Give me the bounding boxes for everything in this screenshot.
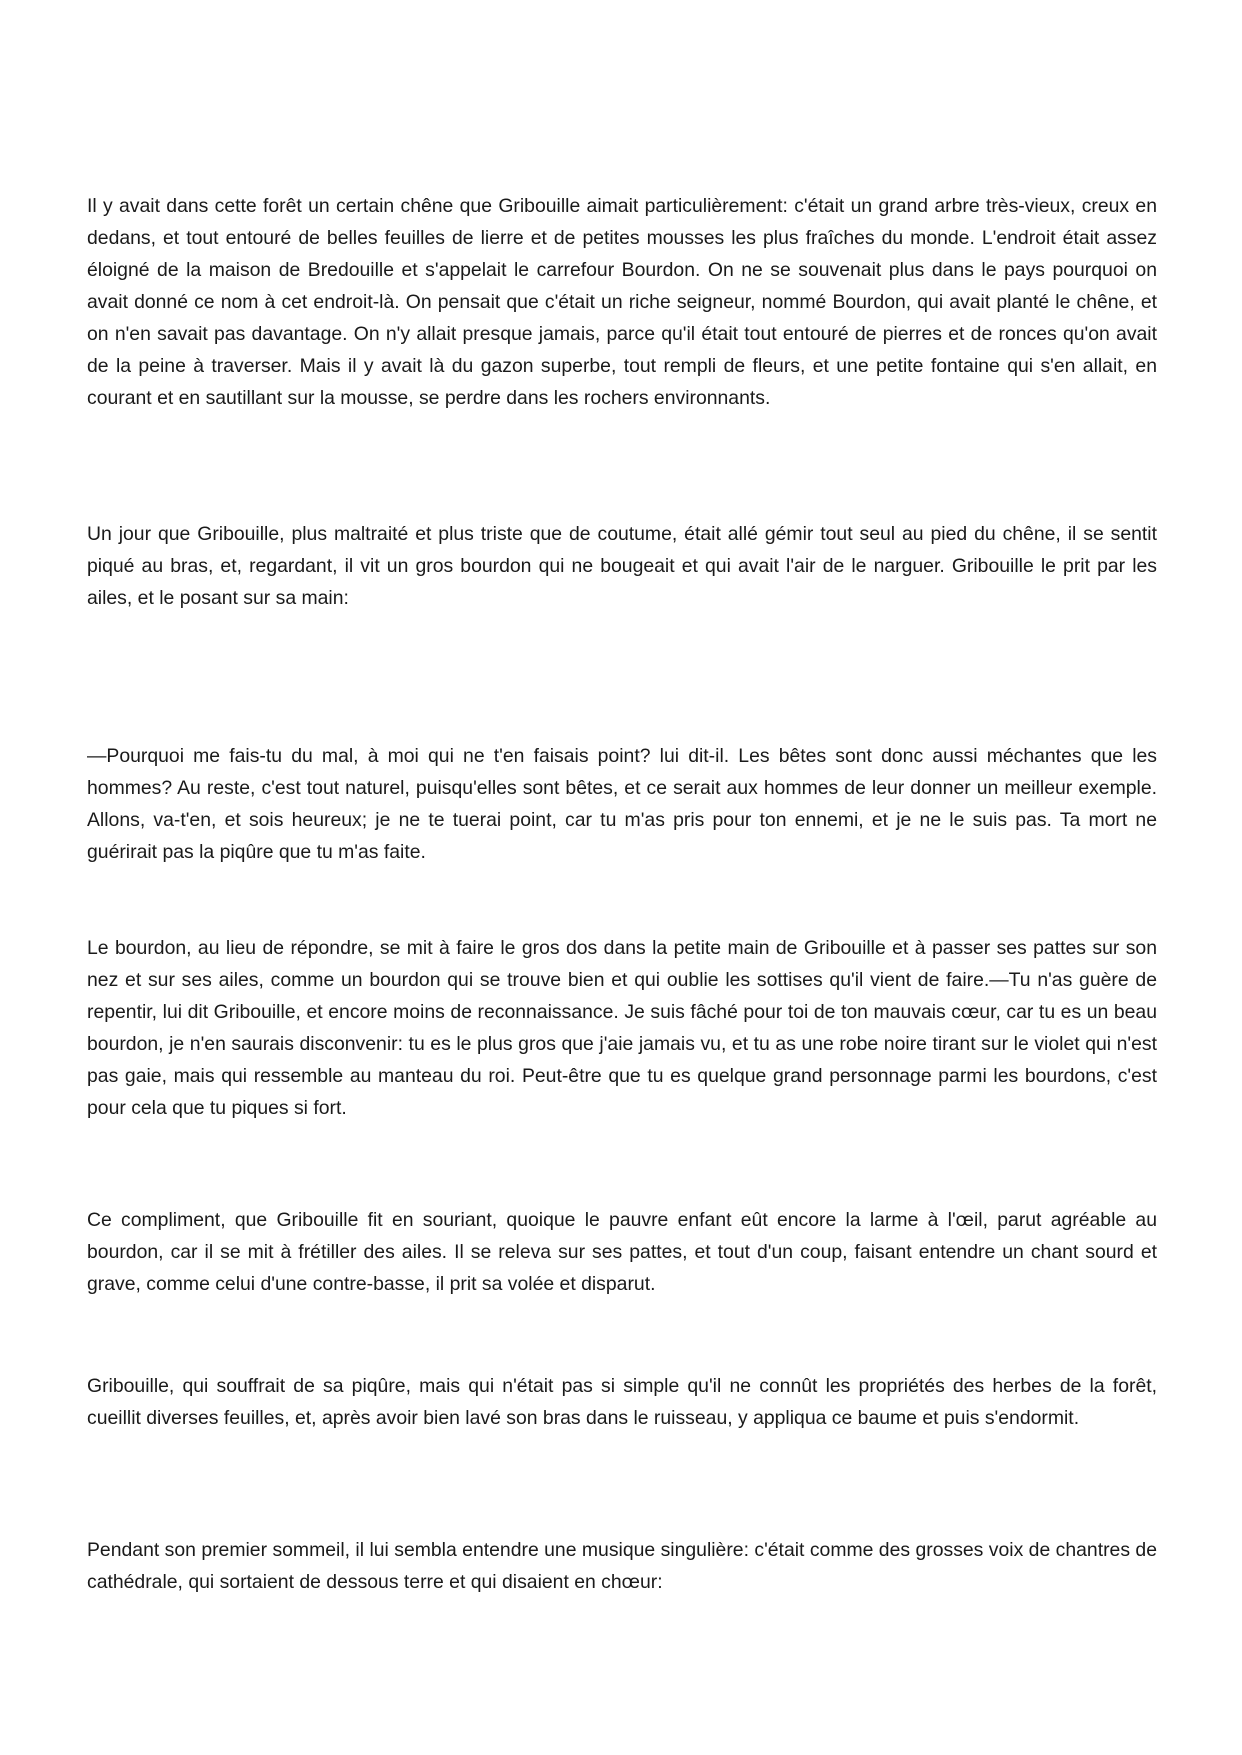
paragraph-bumblebee-sting: Un jour que Gribouille, plus maltraité et plus triste que de coutume, était allé gémir tout seul au pied du chêne, il se sentit piqué au bras, et, regardant, il vit un gros bourdon qui ne bougeait et qui avait l'air de le narguer. Gribouille le prit par les ailes, et le posant sur sa main: — [87, 523, 1157, 609]
paragraph-compliment: Ce compliment, que Gribouille fit en souriant, quoique le pauvre enfant eût encore la larme à l'œil, parut agréable au bourdon, car il se mit à frétiller des ailes. Il se releva sur ses pattes, et tout d'un coup, faisant entendre un chant sourd et grave, comme celui d'une contre-basse, il prit sa volée et disparut. — [87, 1209, 1157, 1295]
paragraph-singular-music: Pendant son premier sommeil, il lui sembla entendre une musique singulière: c'était comme des grosses voix de chantres de cathédrale, qui sortaient de dessous terre et qui disaient en chœur: — [87, 1539, 1157, 1593]
paragraph-bumblebee-response: Le bourdon, au lieu de répondre, se mit à faire le gros dos dans la petite main de Gribouille et à passer ses pattes sur son nez et sur ses ailes, comme un bourdon qui se trouve bien et qui oublie les sottises qu'il vient de faire.—Tu n'as guère de repentir, lui dit Gribouille, et encore moins de reconnaissance. Je suis fâché pour toi de ton mauvais cœur, car tu es un beau bourdon, je n'en saurais disconvenir: tu es le plus gros que j'aie jamais vu, et tu as une robe noire tirant sur le violet qui n'est pas gaie, mais qui ressemble au manteau du roi. Peut-être que tu es quelque grand personnage parmi les bourdons, c'est pour cela que tu piques si fort. — [87, 937, 1157, 1119]
paragraph-healing-herbs: Gribouille, qui souffrait de sa piqûre, mais qui n'était pas si simple qu'il ne connût les propriétés des herbes de la forêt, cueillit diverses feuilles, et, après avoir bien lavé son bras dans le ruisseau, y appliqua ce baume et puis s'endormit. — [87, 1375, 1157, 1429]
paragraph-oak-description: Il y avait dans cette forêt un certain chêne que Gribouille aimait particulièrement: c'était un grand arbre très-vieux, creux en dedans, et tout entouré de belles feuilles de lierre et de petites mousses les plus fraîches du monde. L'endroit était assez éloigné de la maison de Bredouille et s'appelait le carrefour Bourdon. On ne se souvenait plus dans le pays pourquoi on avait donné ce nom à cet endroit-là. On pensait que c'était un riche seigneur, nommé Bourdon, qui avait planté le chêne, et on n'en savait pas davantage. On n'y allait presque jamais, parce qu'il était tout entouré de pierres et de ronces qu'on avait de la peine à traverser. Mais il y avait là du gazon superbe, tout rempli de fleurs, et une petite fontaine qui s'en allait, en courant et en sautillant sur la mousse, se perdre dans les rochers environnants. — [87, 195, 1157, 409]
paragraph-gribouille-speech: —Pourquoi me fais-tu du mal, à moi qui ne t'en faisais point? lui dit-il. Les bêtes sont donc aussi méchantes que les hommes? Au reste, c'est tout naturel, puisqu'elles sont bêtes, et ce serait aux hommes de leur donner un meilleur exemple. Allons, va-t'en, et sois heureux; je ne te tuerai point, car tu m'as pris pour ton ennemi, et je ne le suis pas. Ta mort ne guérirait pas la piqûre que tu m'as faite. — [87, 745, 1157, 863]
